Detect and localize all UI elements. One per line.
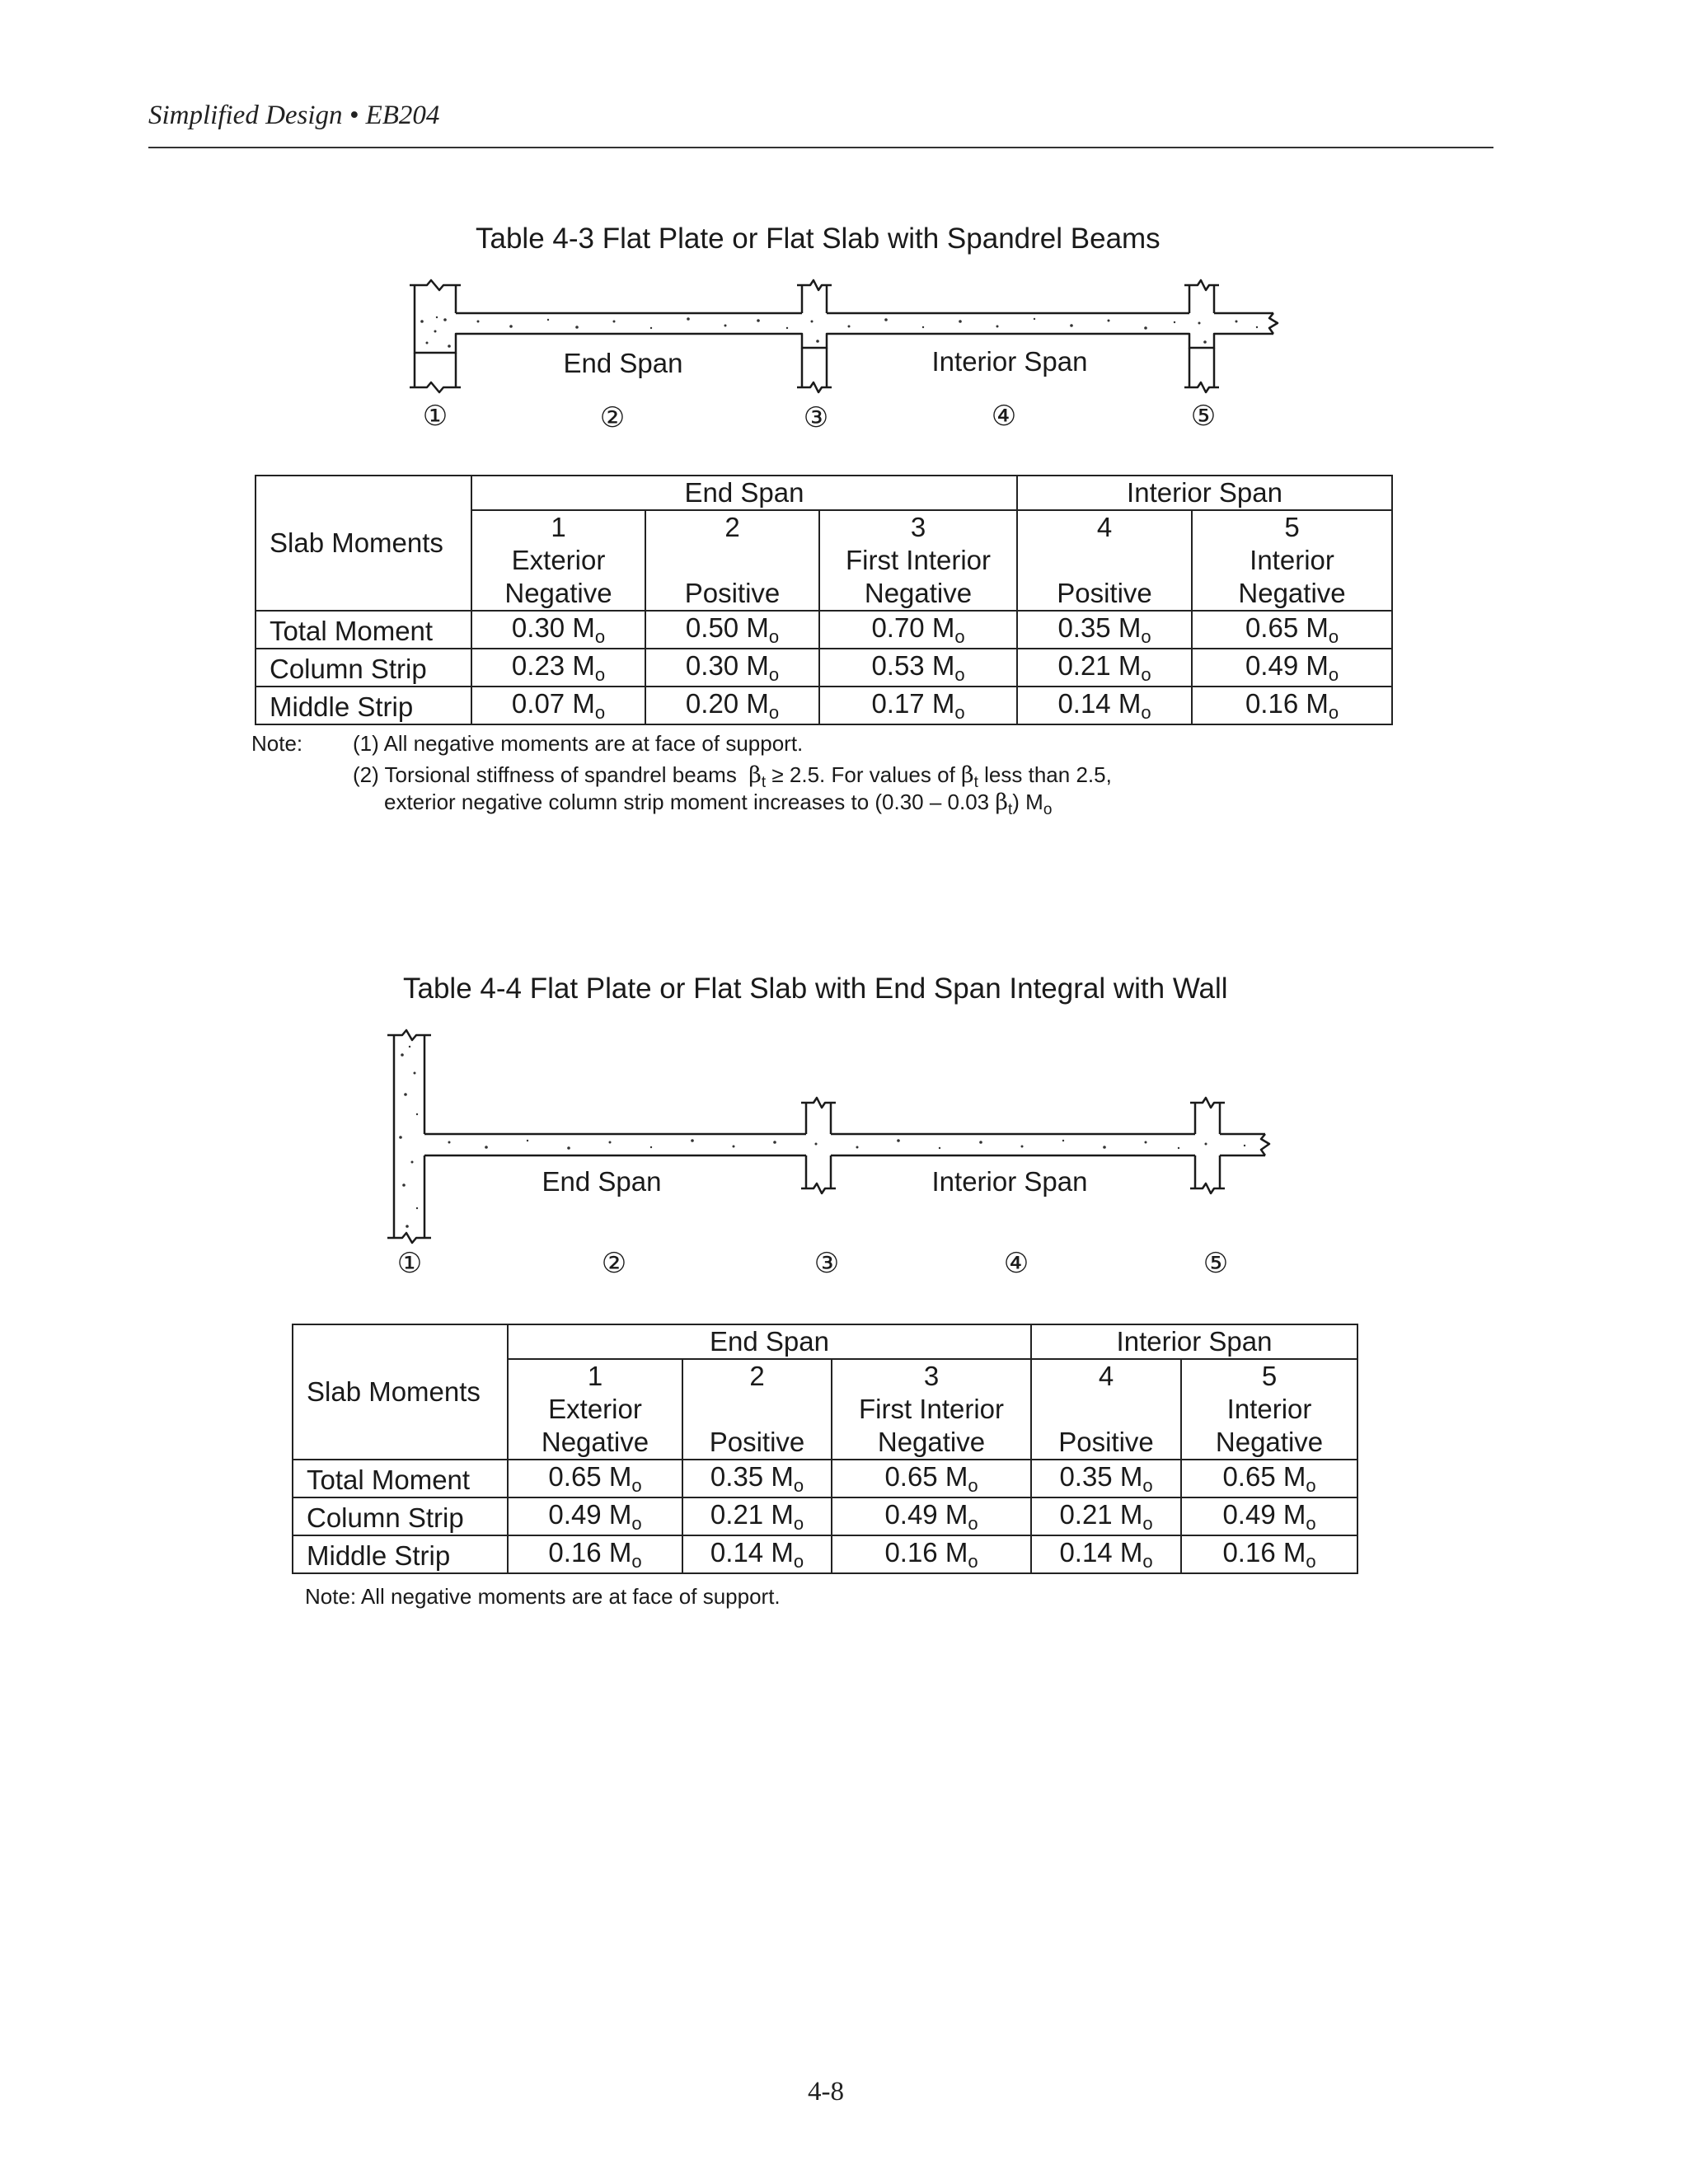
table-cell: 0.14 $M_o$ xyxy=(1031,1535,1181,1573)
column-header: 2 Positive xyxy=(682,1359,832,1460)
column-header: 4 Positive xyxy=(1031,1359,1181,1460)
section-marker-1: ① xyxy=(422,401,448,432)
table-cell: 0.70 $M_o$ xyxy=(819,611,1017,649)
table-4-3-note-label: Note: xyxy=(251,731,303,756)
column-header: 3 First Interior Negative xyxy=(819,510,1017,611)
table-4-3-title: Table 4-3 Flat Plate or Flat Slab with Spandrel Beams xyxy=(476,223,1160,255)
table-cell: 0.53 $M_o$ xyxy=(819,649,1017,687)
table-row xyxy=(293,1535,1357,1573)
column-header: 2 Positive xyxy=(645,510,819,611)
table-row xyxy=(293,1324,1357,1359)
row-label: Column Strip xyxy=(256,649,471,687)
section-marker-5: ⑤ xyxy=(1203,1248,1229,1279)
table-cell: 0.30 $M_o$ xyxy=(645,649,819,687)
table-cell: 0.20 $M_o$ xyxy=(645,687,819,724)
column-header: 1 Exterior Negative xyxy=(508,1359,682,1460)
column-header: 1 Exterior Negative xyxy=(471,510,645,611)
column-header: 5 Interior Negative xyxy=(1192,510,1392,611)
section-marker-4: ④ xyxy=(991,401,1017,432)
table-4-4-note: Note: All negative moments are at face of support. xyxy=(305,1584,781,1609)
table-cell: 0.07 $M_o$ xyxy=(471,687,645,724)
row-label: Total Moment xyxy=(293,1460,508,1497)
table-4-3-note-3: exterior negative column strip moment increases to (0.30 – 0.03 $\beta_t$) $M_o$ xyxy=(384,790,1053,818)
interior-span-label: Interior Span xyxy=(931,1166,1088,1197)
section-marker-3: ③ xyxy=(814,1248,840,1279)
table-cell: 0.21 $M_o$ xyxy=(1017,649,1192,687)
row-label: Total Moment xyxy=(256,611,471,649)
table-4-3-note-2: (2) Torsional stiffness of spandrel beams $\beta_t \ge 2.5$. For values of $\beta_t$ less than 2.5, xyxy=(353,762,1112,791)
table-cell: 0.65 $M_o$ xyxy=(508,1460,682,1497)
row-label: Middle Strip xyxy=(293,1535,508,1573)
table-4-3-moments xyxy=(255,475,1393,725)
section-marker-4: ④ xyxy=(1003,1248,1029,1279)
section-marker-5: ⑤ xyxy=(1190,401,1217,432)
table-cell: 0.49 $M_o$ xyxy=(508,1497,682,1535)
table-cell: 0.65 $M_o$ xyxy=(1192,611,1392,649)
row-label: Column Strip xyxy=(293,1497,508,1535)
table-cell: 0.16 $M_o$ xyxy=(832,1535,1031,1573)
table-cell: 0.49 $M_o$ xyxy=(1192,649,1392,687)
table-4-4-slab-diagram xyxy=(0,1022,1688,1286)
page-number: 4-8 xyxy=(808,2077,844,2107)
table-4-3-note-1: (1) All negative moments are at face of support. xyxy=(353,731,804,756)
table-row xyxy=(256,687,1392,724)
table-cell: 0.16 $M_o$ xyxy=(1181,1535,1357,1573)
end-span-label: End Span xyxy=(563,348,683,378)
row-label: Middle Strip xyxy=(256,687,471,724)
interior-span-group-header: Interior Span xyxy=(1031,1324,1357,1359)
end-span-label: End Span xyxy=(542,1166,662,1197)
interior-span-label: Interior Span xyxy=(931,346,1088,377)
table-cell: 0.21 $M_o$ xyxy=(1031,1497,1181,1535)
column-header: 4 Positive xyxy=(1017,510,1192,611)
table-4-4-moments xyxy=(292,1324,1358,1574)
table-cell: 0.23 $M_o$ xyxy=(471,649,645,687)
table-cell: 0.30 $M_o$ xyxy=(471,611,645,649)
table-row xyxy=(256,611,1392,649)
table-cell: 0.50 $M_o$ xyxy=(645,611,819,649)
table-4-3-slab-diagram xyxy=(0,272,1688,453)
interior-span-group-header: Interior Span xyxy=(1017,476,1392,510)
table-cell: 0.49 $M_o$ xyxy=(832,1497,1031,1535)
table-cell: 0.35 $M_o$ xyxy=(1017,611,1192,649)
table-cell: 0.21 $M_o$ xyxy=(682,1497,832,1535)
section-marker-2: ② xyxy=(601,1248,627,1279)
table-cell: 0.35 $M_o$ xyxy=(682,1460,832,1497)
table-cell: 0.14 $M_o$ xyxy=(1017,687,1192,724)
table-row xyxy=(293,1497,1357,1535)
table-row xyxy=(256,476,1392,510)
section-marker-1: ① xyxy=(396,1248,423,1279)
slab-moments-header: Slab Moments xyxy=(256,476,471,611)
column-header: 3 First Interior Negative xyxy=(832,1359,1031,1460)
slab-moments-header: Slab Moments xyxy=(293,1324,508,1460)
table-row xyxy=(256,649,1392,687)
table-4-4-title: Table 4-4 Flat Plate or Flat Slab with End Span Integral with Wall xyxy=(403,972,1228,1005)
header-rule xyxy=(148,147,1493,148)
table-row xyxy=(293,1460,1357,1497)
table-cell: 0.49 $M_o$ xyxy=(1181,1497,1357,1535)
running-header: Simplified Design • EB204 xyxy=(148,101,440,130)
table-cell: 0.35 $M_o$ xyxy=(1031,1460,1181,1497)
column-header: 5 Interior Negative xyxy=(1181,1359,1357,1460)
table-cell: 0.16 $M_o$ xyxy=(1192,687,1392,724)
end-span-group-header: End Span xyxy=(471,476,1017,510)
table-cell: 0.65 $M_o$ xyxy=(1181,1460,1357,1497)
section-marker-2: ② xyxy=(599,402,626,434)
end-span-group-header: End Span xyxy=(508,1324,1031,1359)
table-cell: 0.16 $M_o$ xyxy=(508,1535,682,1573)
table-cell: 0.65 $M_o$ xyxy=(832,1460,1031,1497)
table-cell: 0.14 $M_o$ xyxy=(682,1535,832,1573)
table-cell: 0.17 $M_o$ xyxy=(819,687,1017,724)
section-marker-3: ③ xyxy=(803,402,829,434)
